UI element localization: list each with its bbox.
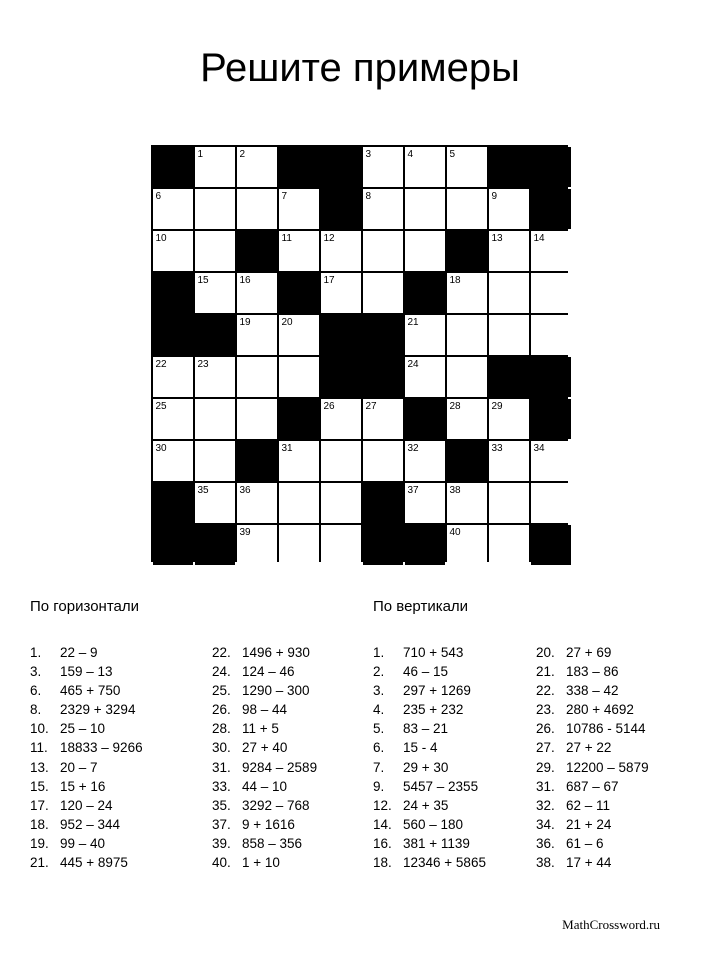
grid-cell[interactable] [489, 273, 530, 314]
clue-expression: 1290 – 300 [242, 683, 310, 699]
cell-number: 5 [449, 148, 456, 160]
black-cell [489, 147, 530, 188]
grid-cell[interactable] [489, 315, 530, 356]
clue-number: 31. [212, 759, 231, 775]
across-heading: По горизонтали [30, 598, 140, 615]
cell-number: 30 [155, 442, 167, 454]
clue-number: 19. [30, 835, 49, 851]
clue-number: 13. [30, 759, 49, 775]
clue-expression: 44 – 10 [242, 778, 288, 794]
clue-number: 3. [30, 664, 42, 680]
clue-number: 6. [373, 740, 385, 756]
grid-cell[interactable] [279, 525, 320, 566]
grid-cell[interactable] [405, 441, 446, 482]
black-cell [195, 525, 236, 566]
clue-expression: 9 + 1616 [242, 816, 295, 832]
clue-number: 1. [373, 645, 385, 660]
clue-number: 3. [373, 683, 385, 699]
black-cell [531, 357, 572, 398]
grid-cell[interactable] [489, 441, 530, 482]
clue-number: 38. [536, 855, 555, 871]
cell-number: 32 [407, 442, 419, 454]
grid-cell[interactable] [447, 525, 488, 566]
clue-expression: 1 + 10 [242, 855, 280, 871]
grid-cell[interactable] [489, 189, 530, 230]
grid-cell[interactable] [531, 483, 572, 524]
grid-cell[interactable] [405, 189, 446, 230]
clue-number: 12. [373, 797, 392, 813]
clue-number: 25. [212, 683, 231, 699]
black-cell [447, 441, 488, 482]
grid-cell[interactable] [405, 357, 446, 398]
grid-cell[interactable] [447, 147, 488, 188]
black-cell [531, 399, 572, 440]
cell-number: 7 [281, 190, 288, 202]
cell-number: 28 [449, 400, 461, 412]
black-cell [153, 315, 194, 356]
clue-number: 21. [30, 855, 49, 871]
page-title: Решите примеры [200, 46, 520, 90]
cell-number: 8 [365, 190, 372, 202]
grid-cell[interactable] [195, 147, 236, 188]
black-cell [405, 273, 446, 314]
clue-expression: 3292 – 768 [242, 797, 310, 813]
grid-cell[interactable] [447, 273, 488, 314]
grid-cell[interactable] [195, 441, 236, 482]
black-cell [489, 357, 530, 398]
cell-number: 19 [239, 316, 251, 328]
clue-expression: 15 - 4 [403, 740, 438, 756]
grid-cell[interactable] [531, 315, 572, 356]
clue-expression: 25 – 10 [60, 721, 106, 737]
grid-cell[interactable] [153, 189, 194, 230]
clue-expression: 560 – 180 [403, 816, 464, 832]
clue-expression: 27 + 40 [242, 740, 288, 756]
cell-number: 20 [281, 316, 293, 328]
clue-expression: 5457 – 2355 [403, 778, 479, 794]
clue-expression: 98 – 44 [242, 702, 288, 718]
black-cell [153, 273, 194, 314]
clue-expression: 62 – 11 [566, 797, 611, 813]
grid-cell[interactable] [447, 315, 488, 356]
clue-expression: 11 + 5 [242, 721, 279, 737]
clue-number: 18. [30, 816, 49, 832]
grid-cell[interactable] [153, 231, 194, 272]
grid-cell[interactable] [489, 399, 530, 440]
clue-expression: 10786 - 5144 [566, 721, 646, 737]
clue-number: 16. [373, 835, 392, 851]
clue-expression: 952 – 344 [60, 816, 121, 832]
clue-expression: 687 – 67 [566, 778, 619, 794]
grid-cell[interactable] [363, 189, 404, 230]
clue-number: 15. [30, 778, 49, 794]
cell-number: 31 [281, 442, 293, 454]
cell-number: 10 [155, 232, 167, 244]
clue-expression: 61 – 6 [566, 835, 604, 851]
clue-number: 23. [536, 702, 555, 718]
grid-cell[interactable] [405, 483, 446, 524]
cell-number: 27 [365, 400, 377, 412]
clue-number: 4. [373, 702, 385, 718]
crossword-grid [151, 145, 568, 562]
clue-expression: 235 + 232 [403, 702, 464, 718]
grid-cell[interactable] [405, 147, 446, 188]
clue-number: 33. [212, 778, 231, 794]
clue-number: 39. [212, 835, 231, 851]
grid-cell[interactable] [237, 189, 278, 230]
cell-number: 13 [491, 232, 503, 244]
clue-expression: 22 – 9 [60, 645, 98, 660]
clue-number: 8. [30, 702, 42, 718]
clue-expression: 297 + 1269 [403, 683, 471, 699]
clue-number: 26. [536, 721, 555, 737]
site-credit: MathCrossword.ru [562, 917, 660, 932]
cell-number: 39 [239, 526, 251, 538]
cell-number: 37 [407, 484, 419, 496]
clue-expression: 1496 + 930 [242, 645, 310, 660]
grid-cell[interactable] [321, 399, 362, 440]
black-cell [237, 231, 278, 272]
grid-cell[interactable] [447, 399, 488, 440]
black-cell [531, 525, 572, 566]
clue-number: 10. [30, 721, 49, 737]
grid-cell[interactable] [447, 189, 488, 230]
cell-number: 26 [323, 400, 335, 412]
grid-cell[interactable] [405, 231, 446, 272]
black-cell [279, 273, 320, 314]
clue-expression: 2329 + 3294 [60, 702, 136, 718]
grid-cell[interactable] [237, 399, 278, 440]
clue-expression: 15 + 16 [60, 778, 106, 794]
grid-cell[interactable] [321, 483, 362, 524]
clue-number: 14. [373, 816, 392, 832]
grid-cell[interactable] [237, 525, 278, 566]
grid-cell[interactable] [321, 273, 362, 314]
cell-number: 16 [239, 274, 251, 286]
grid-cell[interactable] [363, 441, 404, 482]
cell-number: 23 [197, 358, 209, 370]
clue-expression: 99 – 40 [60, 835, 106, 851]
clue-expression: 465 + 750 [60, 683, 121, 699]
black-cell [363, 483, 404, 524]
grid-cell[interactable] [321, 525, 362, 566]
cell-number: 17 [323, 274, 335, 286]
grid-cell[interactable] [489, 231, 530, 272]
black-cell [153, 525, 194, 566]
black-cell [279, 147, 320, 188]
cell-number: 40 [449, 526, 461, 538]
cell-number: 6 [155, 190, 162, 202]
down-heading: По вертикали [373, 598, 469, 615]
clue-number: 20. [536, 645, 555, 660]
black-cell [321, 147, 362, 188]
clue-number: 7. [373, 759, 385, 775]
grid-cell[interactable] [237, 273, 278, 314]
grid-cell[interactable] [489, 525, 530, 566]
grid-cell[interactable] [363, 231, 404, 272]
black-cell [405, 525, 446, 566]
clue-expression: 120 – 24 [60, 797, 113, 813]
cell-number: 35 [197, 484, 209, 496]
cell-number: 25 [155, 400, 167, 412]
clue-expression: 21 + 24 [566, 816, 612, 832]
black-cell [363, 525, 404, 566]
cell-number: 2 [239, 148, 246, 160]
clue-expression: 183 – 86 [566, 664, 619, 680]
clue-number: 2. [373, 664, 385, 680]
cell-number: 22 [155, 358, 167, 370]
clue-number: 31. [536, 778, 555, 794]
grid-cell[interactable] [279, 231, 320, 272]
grid-cell[interactable] [279, 189, 320, 230]
grid-cell[interactable] [279, 315, 320, 356]
clue-number: 22. [212, 645, 231, 660]
grid-cell[interactable] [363, 399, 404, 440]
black-cell [237, 441, 278, 482]
clue-number: 27. [536, 740, 555, 756]
black-cell [363, 357, 404, 398]
grid-cell[interactable] [195, 189, 236, 230]
grid-cell[interactable] [279, 357, 320, 398]
clue-expression: 710 + 543 [403, 645, 464, 660]
clue-expression: 24 + 35 [403, 797, 449, 813]
clue-expression: 124 – 46 [242, 664, 295, 680]
clue-number: 28. [212, 721, 231, 737]
grid-cell[interactable] [195, 399, 236, 440]
clue-number: 34. [536, 816, 555, 832]
black-cell [447, 231, 488, 272]
grid-cell[interactable] [237, 147, 278, 188]
cell-number: 3 [365, 148, 372, 160]
clue-expression: 858 – 356 [242, 835, 303, 851]
black-cell [531, 189, 572, 230]
grid-cell[interactable] [237, 315, 278, 356]
cell-number: 9 [491, 190, 498, 202]
cell-number: 38 [449, 484, 461, 496]
clue-number: 22. [536, 683, 555, 699]
clue-expression: 27 + 22 [566, 740, 612, 756]
cell-number: 1 [197, 148, 204, 160]
clue-number: 9. [373, 778, 385, 794]
black-cell [153, 483, 194, 524]
clue-expression: 29 + 30 [403, 759, 449, 775]
clue-expression: 17 + 44 [566, 855, 612, 871]
grid-cell[interactable] [279, 441, 320, 482]
grid-cell[interactable] [363, 273, 404, 314]
clue-expression: 18833 – 9266 [60, 740, 143, 756]
clue-expression: 83 – 21 [403, 721, 449, 737]
cell-number: 11 [281, 232, 292, 244]
clue-number: 5. [373, 721, 385, 737]
grid-cell[interactable] [153, 399, 194, 440]
clue-expression: 445 + 8975 [60, 855, 128, 871]
black-cell [531, 147, 572, 188]
clue-expression: 12200 – 5879 [566, 759, 649, 775]
clue-number: 21. [536, 664, 555, 680]
clue-number: 36. [536, 835, 555, 851]
cell-number: 29 [491, 400, 503, 412]
clue-number: 17. [30, 797, 49, 813]
cell-number: 33 [491, 442, 503, 454]
grid-cell[interactable] [447, 483, 488, 524]
cell-number: 15 [197, 274, 209, 286]
grid-cell[interactable] [531, 441, 572, 482]
clue-number: 11. [30, 740, 48, 756]
grid-cell[interactable] [153, 357, 194, 398]
grid-cell[interactable] [279, 483, 320, 524]
black-cell [195, 315, 236, 356]
grid-cell[interactable] [195, 273, 236, 314]
cell-number: 14 [533, 232, 545, 244]
grid-cell[interactable] [363, 147, 404, 188]
clue-expression: 381 + 1139 [403, 835, 470, 851]
grid-cell[interactable] [321, 231, 362, 272]
black-cell [405, 399, 446, 440]
grid-cell[interactable] [237, 483, 278, 524]
grid-cell[interactable] [153, 441, 194, 482]
clue-number: 29. [536, 759, 555, 775]
clue-expression: 280 + 4692 [566, 702, 634, 718]
clue-number: 1. [30, 645, 42, 660]
clue-number: 18. [373, 855, 392, 871]
grid-cell[interactable] [447, 357, 488, 398]
clue-expression: 20 – 7 [60, 759, 98, 775]
clue-expression: 46 – 15 [403, 664, 449, 680]
grid-cell[interactable] [195, 357, 236, 398]
clue-number: 37. [212, 816, 231, 832]
clue-number: 32. [536, 797, 555, 813]
clue-number: 26. [212, 702, 231, 718]
cell-number: 12 [323, 232, 335, 244]
clue-expression: 27 + 69 [566, 645, 612, 660]
black-cell [321, 357, 362, 398]
clue-number: 24. [212, 664, 231, 680]
black-cell [153, 147, 194, 188]
clue-number: 30. [212, 740, 231, 756]
cell-number: 36 [239, 484, 251, 496]
cell-number: 18 [449, 274, 461, 286]
grid-cell[interactable] [195, 231, 236, 272]
grid-cell[interactable] [237, 357, 278, 398]
clue-expression: 12346 + 5865 [403, 855, 486, 871]
grid-cell[interactable] [531, 231, 572, 272]
cell-number: 24 [407, 358, 419, 370]
black-cell [363, 315, 404, 356]
grid-cell[interactable] [489, 483, 530, 524]
grid-cell[interactable] [321, 441, 362, 482]
clue-number: 6. [30, 683, 42, 699]
clue-expression: 338 – 42 [566, 683, 619, 699]
grid-cell[interactable] [405, 315, 446, 356]
black-cell [321, 189, 362, 230]
black-cell [279, 399, 320, 440]
cell-number: 34 [533, 442, 545, 454]
grid-cell[interactable] [195, 483, 236, 524]
clue-expression: 159 – 13 [60, 664, 113, 680]
black-cell [321, 315, 362, 356]
clue-number: 40. [212, 855, 231, 871]
grid-cell[interactable] [531, 273, 572, 314]
cell-number: 21 [407, 316, 419, 328]
cell-number: 4 [407, 148, 414, 160]
clue-number: 35. [212, 797, 231, 813]
clue-expression: 9284 – 2589 [242, 759, 318, 775]
